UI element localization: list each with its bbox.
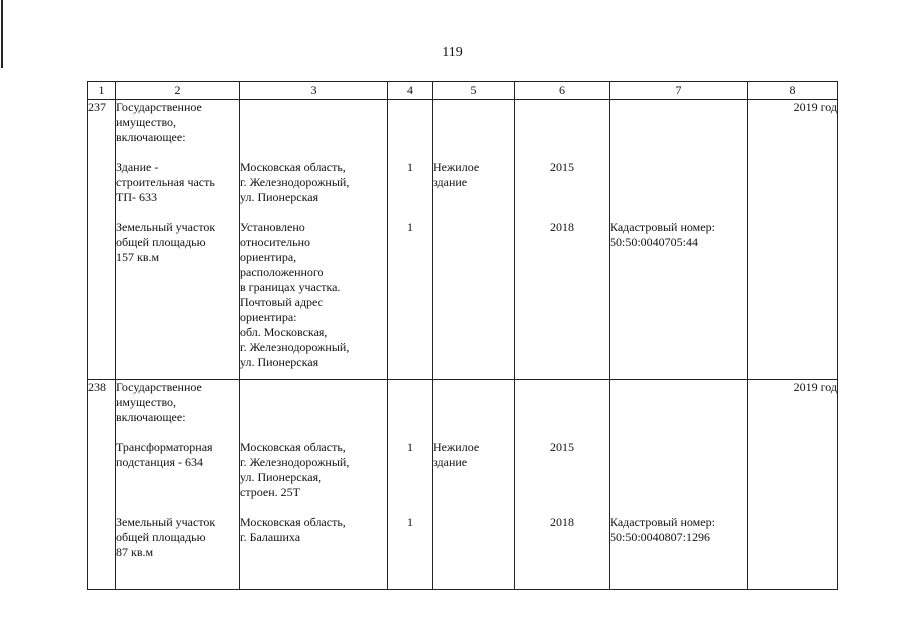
row-number: 237 xyxy=(88,100,116,380)
header-row xyxy=(88,82,838,100)
item-name: Земельный участок общей площадью 157 кв.м xyxy=(116,220,216,264)
item-address: Московская область, г. Балашиха xyxy=(240,515,346,544)
item-type: Нежилое здание xyxy=(433,160,480,189)
page-number: 119 xyxy=(442,45,463,60)
object-name-cell xyxy=(116,380,240,590)
item-qty: 1 xyxy=(407,220,413,234)
item-year: 2015 xyxy=(550,160,574,174)
year-cell: 2019 год xyxy=(748,100,838,380)
item-address: Установлено относительно ориентира, расположенного в границах участка. Почтовый адрес ориентира: обл. Московская, г. Железнодорожный, ул. Пионерская xyxy=(240,220,350,369)
group-title: Государственное имущество, включающее: xyxy=(116,380,202,424)
group-title: Государственное имущество, включающее: xyxy=(116,100,202,144)
item-year: 2018 xyxy=(550,220,574,234)
item-address: Московская область, г. Железнодорожный, ул. Пионерская, строен. 25Т xyxy=(240,440,350,499)
col-header-3: 3 xyxy=(240,82,388,100)
row-number: 238 xyxy=(88,380,116,590)
col-header-8: 8 xyxy=(748,82,838,100)
year-built-cell xyxy=(515,100,610,380)
object-name-cell xyxy=(116,100,240,380)
note-cell xyxy=(610,380,748,590)
quantity-cell xyxy=(388,380,433,590)
item-name: Земельный участок общей площадью 87 кв.м xyxy=(116,515,216,559)
address-cell xyxy=(240,100,388,380)
cadastral-note: Кадастровый номер: 50:50:0040807:1296 xyxy=(610,515,715,544)
cadastral-note: Кадастровый номер: 50:50:0040705:44 xyxy=(610,220,715,249)
item-year: 2015 xyxy=(550,440,574,454)
col-header-5: 5 xyxy=(433,82,515,100)
item-type: Нежилое здание xyxy=(433,440,480,469)
item-address: Московская область, г. Железнодорожный, ул. Пионерская xyxy=(240,160,350,204)
item-name: Здание - строительная часть ТП- 633 xyxy=(116,160,215,204)
col-header-7: 7 xyxy=(610,82,748,100)
property-table xyxy=(87,81,838,590)
note-cell xyxy=(610,100,748,380)
item-qty: 1 xyxy=(407,515,413,529)
type-cell xyxy=(433,100,515,380)
col-header-4: 4 xyxy=(388,82,433,100)
type-cell xyxy=(433,380,515,590)
col-header-1: 1 xyxy=(88,82,116,100)
col-header-2: 2 xyxy=(116,82,240,100)
table-row xyxy=(88,100,838,380)
item-qty: 1 xyxy=(407,160,413,174)
address-cell xyxy=(240,380,388,590)
quantity-cell xyxy=(388,100,433,380)
year-built-cell xyxy=(515,380,610,590)
year-cell: 2019 год xyxy=(748,380,838,590)
col-header-6: 6 xyxy=(515,82,610,100)
table-row xyxy=(88,380,838,590)
item-year: 2018 xyxy=(550,515,574,529)
item-name: Трансформаторная подстанция - 634 xyxy=(116,440,213,469)
item-qty: 1 xyxy=(407,440,413,454)
